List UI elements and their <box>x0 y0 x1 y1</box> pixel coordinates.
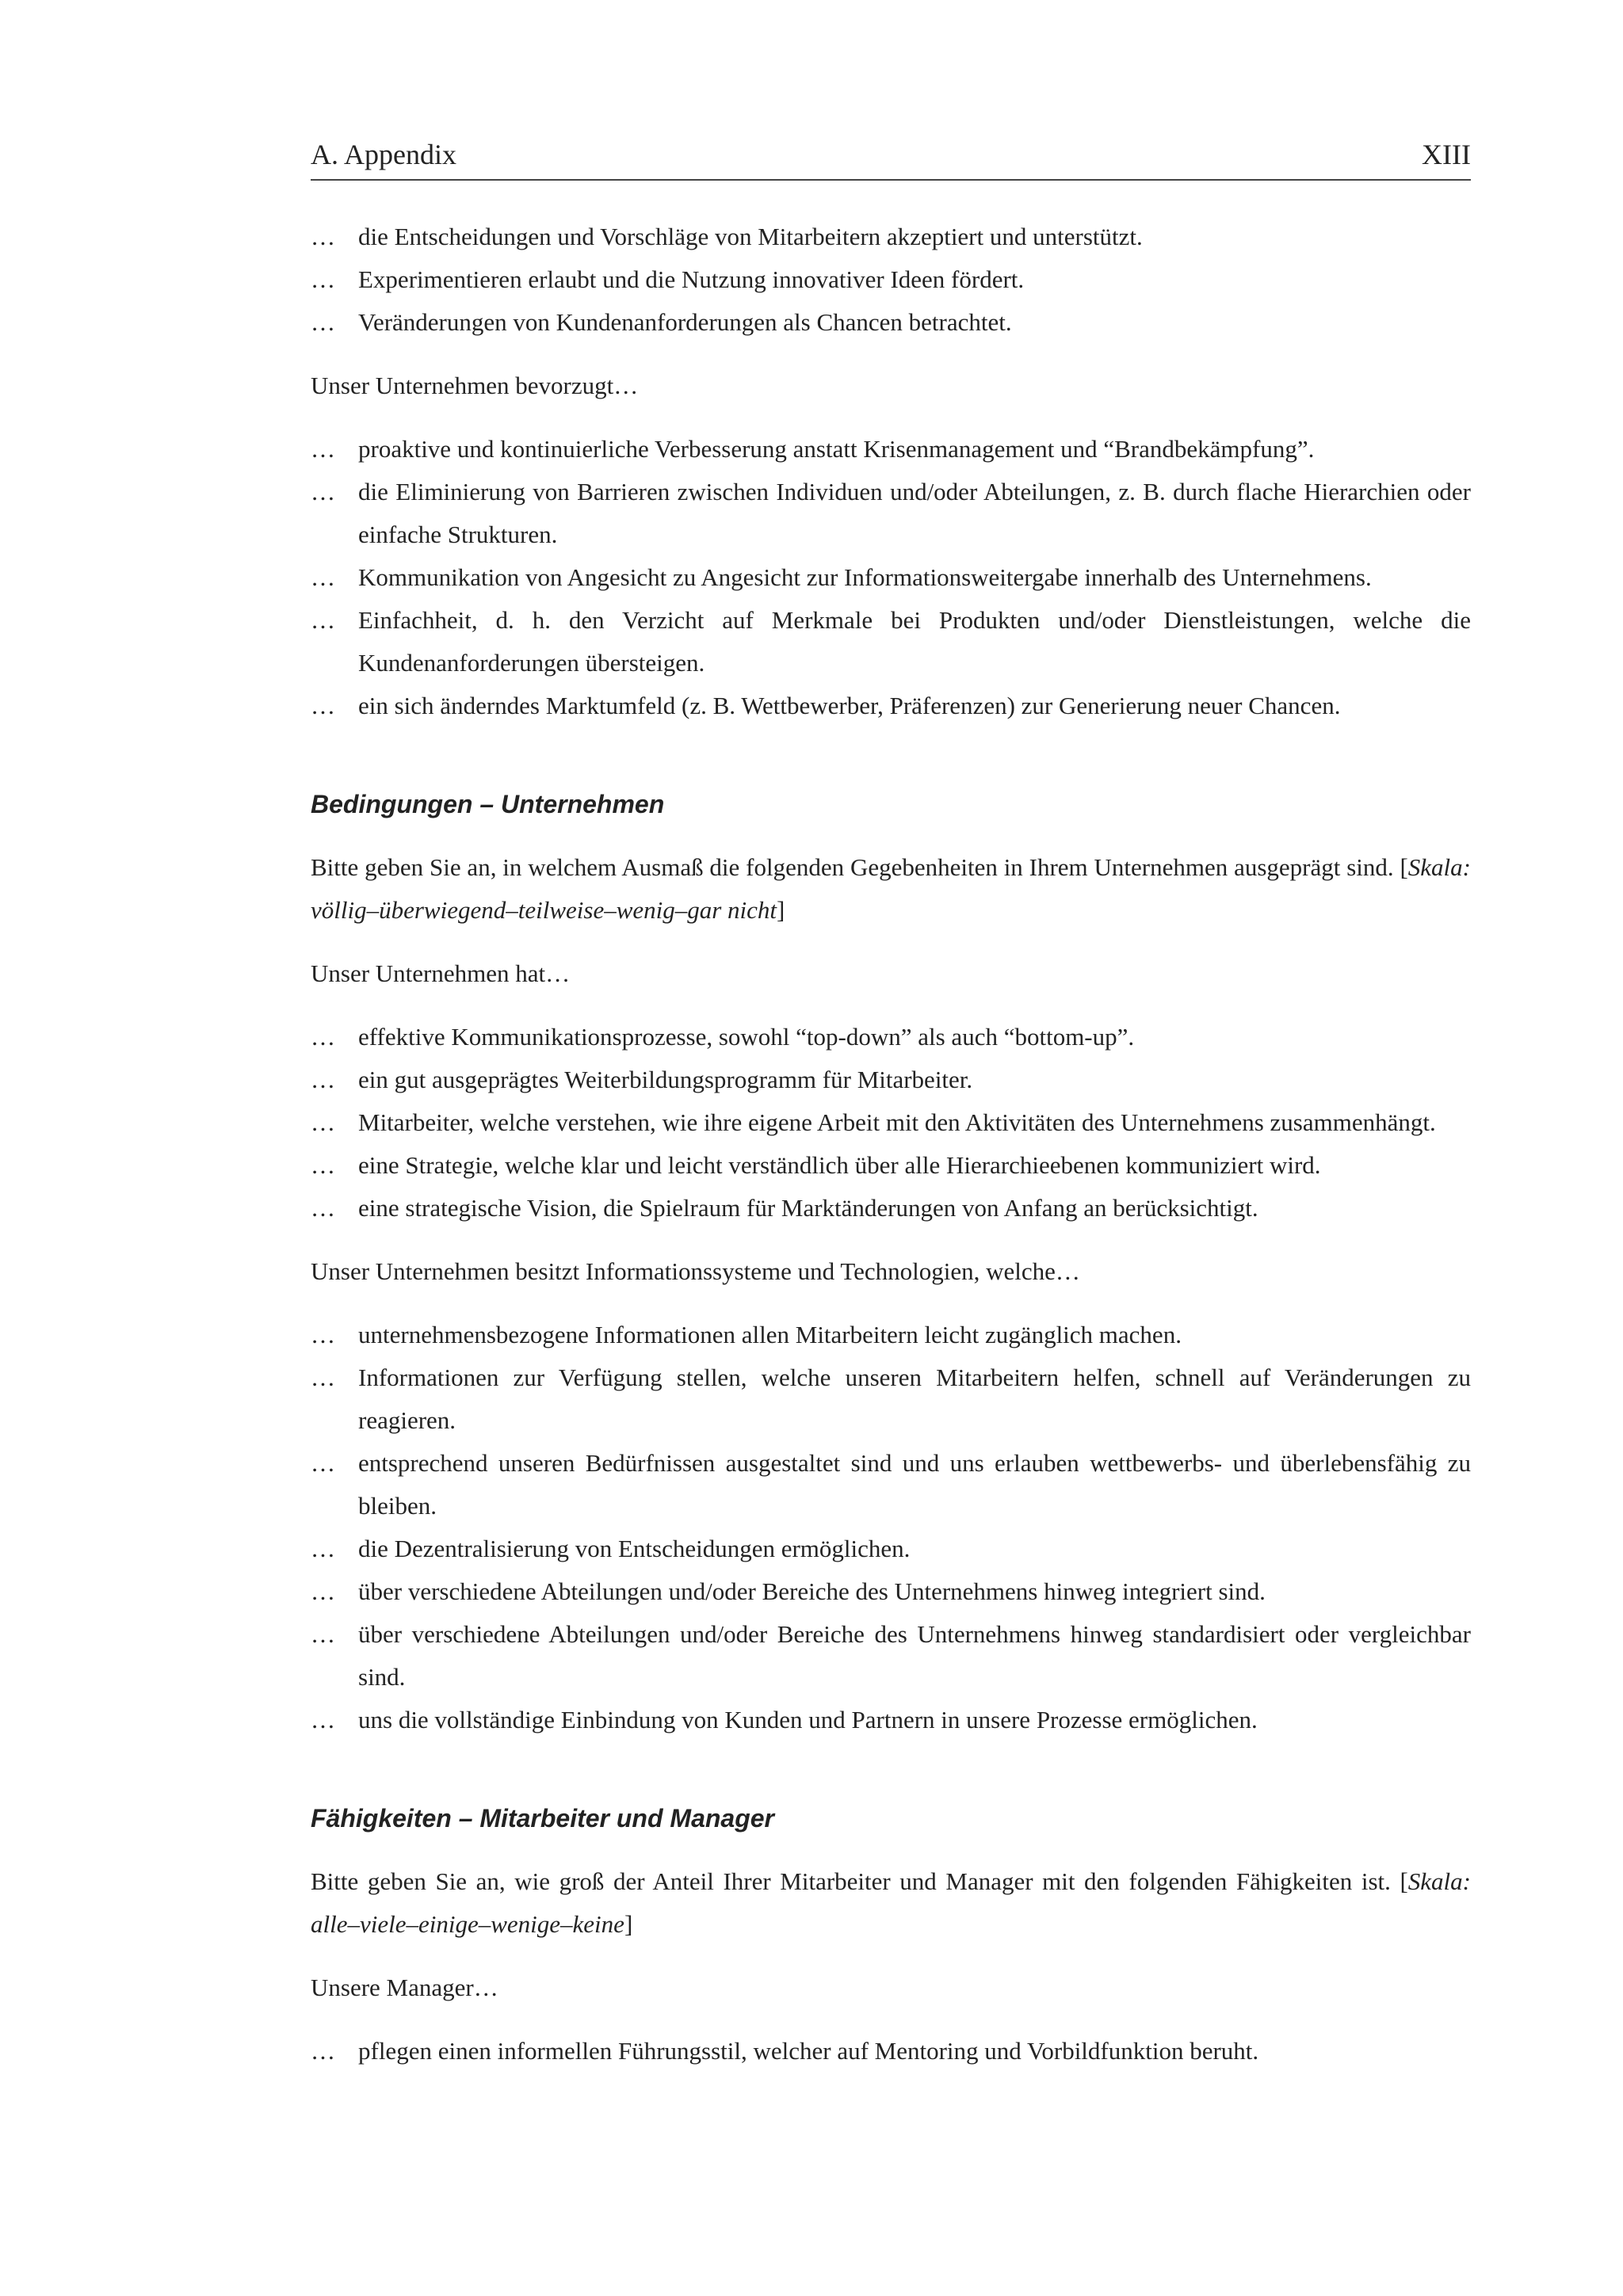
item-text: die Eliminierung von Barrieren zwischen Individuen und/oder Abteilungen, z. B. durch flache Hierarchien oder einfache Strukturen. <box>358 478 1471 548</box>
list-item <box>311 1314 1471 1356</box>
lead-sentence: Unser Unternehmen besitzt Informationssysteme und Technologien, welche… <box>311 1257 1080 1285</box>
item-text: proaktive und kontinuierliche Verbesserung anstatt Krisenmanagement und “Brandbekämpfung”. <box>358 435 1315 463</box>
ellipsis-marker: … <box>311 435 337 463</box>
item-text: uns die vollständige Einbindung von Kunden und Partnern in unsere Prozesse ermöglichen. <box>358 1706 1258 1733</box>
list-item <box>311 1613 1471 1699</box>
ellipsis-marker: … <box>311 1151 337 1179</box>
ellipsis-marker: … <box>311 1620 337 1648</box>
ellipsis-marker: … <box>311 1023 337 1051</box>
item-list-section2 <box>311 2030 1471 2073</box>
ellipsis-marker: … <box>311 265 337 293</box>
section-heading: Fähigkeiten – Mitarbeiter und Manager <box>311 1804 774 1833</box>
list-item <box>311 1144 1471 1187</box>
ellipsis-marker: … <box>311 1535 337 1562</box>
section-heading: Bedingungen – Unternehmen <box>311 790 665 818</box>
item-text: über verschiedene Abteilungen und/oder Bereiche des Unternehmens hinweg standardisiert oder vergleichbar sind. <box>358 1620 1471 1691</box>
list-item <box>311 471 1471 556</box>
scale-bracket-close: ] <box>777 896 785 924</box>
scale-text: Skala: alle–viele–einige–wenige–keine <box>311 1867 1471 1938</box>
lead-sentence: Unser Unternehmen bevorzugt… <box>311 372 639 399</box>
ellipsis-marker: … <box>311 563 337 591</box>
list-item <box>311 685 1471 727</box>
ellipsis-marker: … <box>311 1577 337 1605</box>
item-text: pflegen einen informellen Führungsstil, welcher auf Mentoring und Vorbildfunktion beruht. <box>358 2037 1259 2065</box>
ellipsis-marker: … <box>311 308 337 336</box>
ellipsis-marker: … <box>311 1363 337 1391</box>
list-item <box>311 301 1471 344</box>
list-item <box>311 1570 1471 1613</box>
item-text: die Dezentralisierung von Entscheidungen ermöglichen. <box>358 1535 911 1562</box>
list-item <box>311 1016 1471 1058</box>
item-text: Informationen zur Verfügung stellen, welche unseren Mitarbeitern helfen, schnell auf Veränderungen zu reagieren. <box>358 1363 1471 1434</box>
item-text: effektive Kommunikationsprozesse, sowohl “top-down” als auch “bottom-up”. <box>358 1023 1135 1051</box>
list-item <box>311 1356 1471 1442</box>
ellipsis-marker: … <box>311 692 337 719</box>
item-text: über verschiedene Abteilungen und/oder Bereiche des Unternehmens hinweg integriert sind. <box>358 1577 1266 1605</box>
list-item <box>311 1442 1471 1527</box>
item-list-section1-b <box>311 1314 1471 1741</box>
scale-bracket-open: [ <box>1400 853 1408 881</box>
list-item <box>311 215 1471 258</box>
item-text: eine Strategie, welche klar und leicht verständlich über alle Hierarchieebenen kommuniziert wird. <box>358 1151 1321 1179</box>
item-text: ein sich änderndes Marktumfeld (z. B. Wettbewerber, Präferenzen) zur Generierung neuer Chancen. <box>358 692 1341 719</box>
list-item <box>311 599 1471 685</box>
section-intro <box>311 846 1471 932</box>
intro-text: Bitte geben Sie an, in welchem Ausmaß die folgenden Gegebenheiten in Ihrem Unternehmen ausgeprägt sind. <box>311 853 1400 881</box>
item-text: Mitarbeiter, welche verstehen, wie ihre eigene Arbeit mit den Aktivitäten des Unternehmens zusammenhängt. <box>358 1108 1436 1136</box>
lead-sentence: Unsere Manager… <box>311 1974 498 2001</box>
chapter-title: A. Appendix <box>311 139 456 170</box>
item-text: Einfachheit, d. h. den Verzicht auf Merkmale bei Produkten und/oder Dienstleistungen, welche die Kundenanforderungen übersteigen. <box>358 606 1471 677</box>
ellipsis-marker: … <box>311 1194 337 1222</box>
list-item <box>311 1187 1471 1230</box>
list-item <box>311 556 1471 599</box>
running-header <box>311 135 1471 181</box>
ellipsis-marker: … <box>311 2037 337 2065</box>
page-number: XIII <box>1422 139 1471 170</box>
list-item <box>311 1527 1471 1570</box>
item-text: Kommunikation von Angesicht zu Angesicht zur Informationsweitergabe innerhalb des Unternehmens. <box>358 563 1372 591</box>
item-text: eine strategische Vision, die Spielraum für Marktänderungen von Anfang an berücksichtigt. <box>358 1194 1258 1222</box>
list-item <box>311 1058 1471 1101</box>
list-item <box>311 1101 1471 1144</box>
item-list-section1-a <box>311 1016 1471 1230</box>
ellipsis-marker: … <box>311 1706 337 1733</box>
scale-text: Skala: völlig–überwiegend–teilweise–wenig–gar nicht <box>311 853 1471 924</box>
ellipsis-marker: … <box>311 1108 337 1136</box>
ellipsis-marker: … <box>311 1449 337 1477</box>
list-item <box>311 1699 1471 1741</box>
ellipsis-marker: … <box>311 1321 337 1348</box>
lead-sentence: Unser Unternehmen hat… <box>311 959 571 987</box>
item-text: Veränderungen von Kundenanforderungen als Chancen betrachtet. <box>358 308 1012 336</box>
ellipsis-marker: … <box>311 606 337 634</box>
list-item <box>311 2030 1471 2073</box>
section-intro <box>311 1860 1471 1946</box>
item-text: unternehmensbezogene Informationen allen Mitarbeitern leicht zugänglich machen. <box>358 1321 1182 1348</box>
scale-bracket-open: [ <box>1400 1867 1408 1895</box>
item-text: Experimentieren erlaubt und die Nutzung innovativer Ideen fördert. <box>358 265 1025 293</box>
item-text: die Entscheidungen und Vorschläge von Mitarbeitern akzeptiert und unterstützt. <box>358 223 1143 250</box>
list-item <box>311 258 1471 301</box>
scale-bracket-close: ] <box>624 1910 633 1938</box>
item-list-block1 <box>311 215 1471 344</box>
item-text: entsprechend unseren Bedürfnissen ausgestaltet sind und uns erlauben wettbewerbs- und überlebensfähig zu bleiben. <box>358 1449 1471 1520</box>
item-list-block2 <box>311 428 1471 727</box>
intro-text: Bitte geben Sie an, wie groß der Anteil Ihrer Mitarbeiter und Manager mit den folgenden Fähigkeiten ist. <box>311 1867 1400 1895</box>
ellipsis-marker: … <box>311 223 337 250</box>
item-text: ein gut ausgeprägtes Weiterbildungsprogramm für Mitarbeiter. <box>358 1066 973 1093</box>
ellipsis-marker: … <box>311 478 337 505</box>
ellipsis-marker: … <box>311 1066 337 1093</box>
document-page <box>311 135 1471 2073</box>
list-item <box>311 428 1471 471</box>
